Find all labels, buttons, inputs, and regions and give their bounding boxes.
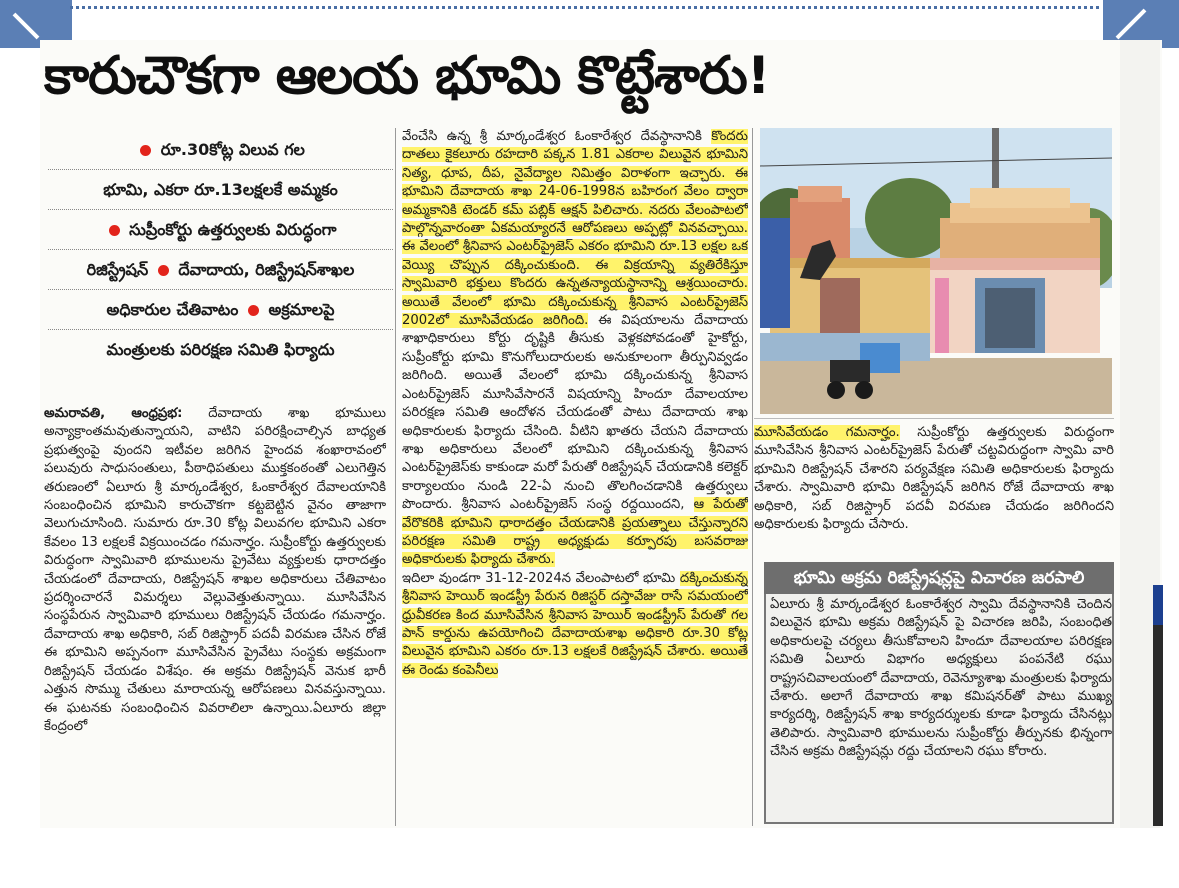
column-divider	[395, 128, 396, 826]
bullet-text: భూమి, ఎకరా రూ.13లక్షలకే అమ్మకం	[103, 180, 338, 199]
adjacent-page-photo-edge-blue	[1153, 585, 1163, 625]
dateline: అమరావతి, ఆంధ్రప్రభ:	[44, 406, 183, 421]
article-column-1	[44, 405, 386, 825]
bullet-dot-icon	[248, 305, 259, 316]
bullet-line	[48, 130, 393, 170]
summary-bullets	[48, 130, 393, 370]
article-text: దేవాదాయ శాఖ భూములు అన్యాక్రాంతమవుతున్నాయని, వాటిని పరిరక్షించాల్సిన బాధ్యత ప్రభుత్వంపై వుందని ఇటీవల జరిగిన హైందవ శంఖారావంలో పలువురు సాధుసంతులు, పీఠాధిపతులు ముక్తకంఠంతో ఎలుగెత్తిన తరుణంలో ఏలూరు శ్రీ మార్కండేశ్వర, ఓంకారేశ్వర దేవాలయానికి సంబంధించిన భూమిని కారుచౌకగా కట్టబెట్టిన వైనం తాజాగా వెలుగుచూసింది. సుమారు రూ.30 కోట్ల విలువగల భూమిని ఎకరా కేవలం 13 లక్షలకే విక్రయించడం గమనార్హం. సుప్రీంకోర్టు ఉత్తర్వులకు విరుద్ధంగా స్వామివారి భూములను ప్రైవేటు వ్యక్తులకు ధారాదత్తం చేయడంలో దేవాదాయ, రిజిస్ట్రేషన్ శాఖల అధికారులు చేతివాటం ప్రదర్శించారనే విమర్శలు వెల్లువెత్తుతున్నాయి. మూసివేసిన సంస్థపేరున స్వామివారి భూములు రిజిస్ట్రేషన్ చేయడం గమనార్హం. దేవాదాయ శాఖ అధికారి, సబ్ రిజిస్ట్రార్ పదవీ విరమణ చేసిన రోజే ఈ భూమిని అప్పనంగా మూసివేసిన ప్రైవేటు సంస్థకు అక్రమంగా రిజిస్ట్రేషన్ చేయడం విశేషం. ఈ అక్రమ రిజిస్ట్రేషన్ వెనుక భారీ ఎత్తున సొమ్ము చేతులు మారాయన్న ఆరోపణలు వినవస్తున్నాయి. ఈ ఘటనకు సంబంధించిన వివరాలిలా ఉన్నాయి.ఏలూరు జిల్లా కేంద్రంలో	[44, 406, 386, 734]
bullet-line	[48, 290, 393, 330]
article-text: సుప్రీంకోర్టు ఉత్తర్వులకు విరుద్ధంగా మూసివేసిన శ్రీనివాస ఎంటర్‌ప్రైజెస్ పేరుతో చట్టవిరుద్ధంగా స్వామి వారి భూమిని రిజిస్ట్రేషన్ చేశారని పర్యవేక్షణ సమితి అధికారులకు ఫిర్యాదు చేశారు. స్వామివారి భూమి రిజిస్ట్రేషన్ జరిగిన రోజే దేవాదాయ శాఖ అధికారి, సబ్ రిజిస్ట్రార్ పదవీ విరమణ చేయడం జరిగిందని అధికారులకు ఫిర్యాదు చేసారు.	[754, 425, 1114, 533]
article-text: ఇదిలా వుండగా 31-12-2024న వేలంపాటలో భూమి	[402, 570, 676, 586]
highlighted-text: దక్కించుకున్న శ్రీనివాస హెయిర్ ఇండస్ట్రీ పేరున రిజిస్టర్ దస్తావేజు రాసే సమయంలో ధ్రువీకరణ కింద మూసివేసిన శ్రీనివాస హెయిర్ ఇండస్ట్రీస్ పేరుతో గల పాన్ కార్డును ఉపయోగించి దేవాదాయశాఖ అధికారి రూ.30 కోట్ల విలువైన భూమిని ఎకరం రూ.13 లక్షలకే రిజిస్ట్రేషన్ చేశారు. అయితే ఈ రెండు కంపెనీలు	[402, 570, 748, 678]
bullet-dot-icon	[140, 145, 151, 156]
bullet-text: రిజిస్ట్రేషన్	[86, 260, 149, 279]
bullet-line	[48, 210, 393, 250]
bullet-text: రూ.30కోట్ల విలువ గల	[160, 140, 305, 159]
bullet-dot-icon	[158, 265, 169, 276]
bullet-text: అధికారుల చేతివాటం	[106, 300, 239, 319]
article-text: ఈ విషయాలను దేవాదాయ శాఖాధికారులు కోర్టు దృష్టికి తీసుకు వెళ్లకపోవడంతో హైకోర్టు, సుప్రీంకోర్టు భూమి కొనుగోలుదారులకు అనుకూలంగా తీర్పునివ్వడం జరిగింది. అయితే వేలంలో భూమి దక్కించుకున్న శ్రీనివాస ఎంటర్‌ప్రైజెస్ మూసివేసారనే విషయాన్ని హిందూ దేవాలయాల పరిరక్షణ సమితి ఆందోళన చేయడంతో పాటు దేవాదాయ శాఖ అధికారులకు ఫిర్యాదు చేసింది. వీటిని ఖాతరు చేయని దేవాదాయ శాఖ అధికారులు వేలంలో భూమిని దక్కించుకున్న శ్రీనివాస ఎంటర్‌ప్రైజెస్‌కు కాకుండా మరో పేరుతో రిజిస్ట్రేషన్ చేయడానికి కలెక్టర్ కార్యాలయం నుండి 22-ఏ నుంచి తొలగించడానికి ఉత్తర్వులు పొందారు. శ్రీనివాస ఎంటర్‌ప్రైజెస్ సంస్థ రద్దయిందని,	[402, 313, 748, 513]
headline: కారుచౌకగా ఆలయ భూమి కొట్టేశారు!	[44, 46, 770, 106]
bullet-dot-icon	[109, 225, 120, 236]
bullet-text: అక్రమాలపై	[268, 300, 335, 319]
highlighted-text: కొందరు దాతలు కైకలూరు రహదారి పక్కన 1.81 ఎకరాల విలువైన భూమిని నిత్య, ధూప, దీప, నైవేద్యాల నిమిత్తం విరాళంగా ఇచ్చారు. ఈ భూమిని దేవాదాయ శాఖ 24-06-1998న బహిరంగ వేలం ద్వారా అమ్మకానికి టెండర్ కమ్ పబ్లిక్ ఆక్షన్ పిలిచారు. నదరు వేలంపాటలో పాల్గొన్నవారంతా ఏకమయ్యారనే ఆరోపణలు అప్పట్లో వినవచ్చాయి. ఈ వేలంలో శ్రీనివాస ఎంటర్‌ప్రైజెస్ ఎకరం భూమిని రూ.13 లక్షల ఒక వెయ్యి చొప్పున దక్కించుకుంది. ఈ విక్రయాన్ని వ్యతిరేకిస్తూ స్వామివారి భక్తులు కొందరు ఉన్నతన్యాయస్థానాన్ని ఆశ్రయించారు. అయితే వేలంలో భూమి దక్కించుకున్న శ్రీనివాస ఎంటర్‌ప్రైజెస్ 2002లో మూసివేయడం జరిగింది.	[402, 129, 748, 329]
adjacent-page-photo-edge	[1153, 590, 1163, 826]
top-dotted-border	[70, 6, 1099, 10]
temple-photo	[760, 128, 1112, 414]
bullet-line	[48, 170, 393, 210]
photo-bottom-rule	[754, 418, 1114, 419]
bullet-text: సుప్రీంకోర్టు ఉత్తర్వులకు విరుద్ధంగా	[129, 220, 337, 239]
sidebar-box-text	[770, 596, 1112, 824]
highlighted-text: ఆ పేరుతో వేరొకరికి భూమిని ధారాదత్తం చేయడానికి ప్రయత్నాలు చేస్తున్నారని పరిరక్షణ సమితి రాష్ట్ర అధ్యక్షుడు కర్పూరపు బసవరాజు అధికారులకు ఫిర్యాదు చేశారు.	[402, 497, 748, 568]
bullet-text: దేవాదాయ, రిజిస్ట్రేషన్‌శాఖల	[178, 260, 355, 279]
diagonal-arrow-icon	[0, 8, 40, 40]
highlighted-text: మూసివేయడం గమనార్హం.	[754, 425, 900, 440]
bullet-line	[48, 250, 393, 290]
article-column-3	[754, 424, 1114, 554]
bullet-text: మంత్రులకు పరిరక్షణ సమితి ఫిర్యాదు	[106, 340, 335, 359]
bullet-line	[48, 330, 393, 370]
column-divider	[752, 128, 753, 826]
sidebar-box-title: భూమి అక్రమ రిజిస్ట్రేషన్లపై విచారణ జరపాలి	[764, 562, 1114, 594]
article-column-2	[402, 128, 748, 828]
diagonal-arrow-icon	[1103, 8, 1179, 40]
article-text: వేంచేసి ఉన్న శ్రీ మార్కండేశ్వర ఓంకారేశ్వర దేవస్థానానికి	[402, 129, 702, 144]
article-text: ఏలూరు శ్రీ మార్కండేశ్వర ఓంకారేశ్వర స్వామి దేవస్థానానికి చెందిన విలువైన భూమి అక్రమ రిజిస్ట్రేషన్ పై విచారణ జరిపి, సంబంధిత అధికారులపై చర్యలు తీసుకోవాలని హిందూ దేవాలయాల పరిరక్షణ సమితి ఏలూరు విభాగం అధ్యక్షులు పంపనేటి రఘు రాష్ట్రసచివాలయంలో దేవాదాయ, రెవెన్యూశాఖ మంత్రులకు ఫిర్యాదు చేశారు. అలాగే దేవాదాయ శాఖ కమిషనర్‌తో పాటు ముఖ్య కార్యదర్శి, రిజిస్ట్రేషన్ శాఖ కార్యదర్శులకు కూడా ఫిర్యాదు చేసినట్లు తెలిపారు. స్వామివారి భూములను సుప్రీంకోర్టు తీర్పునకు భిన్నంగా చేసిన అక్రమ రిజిస్ట్రేషన్లు రద్దు చేయాలని రఘు కోరారు.	[770, 597, 1112, 760]
